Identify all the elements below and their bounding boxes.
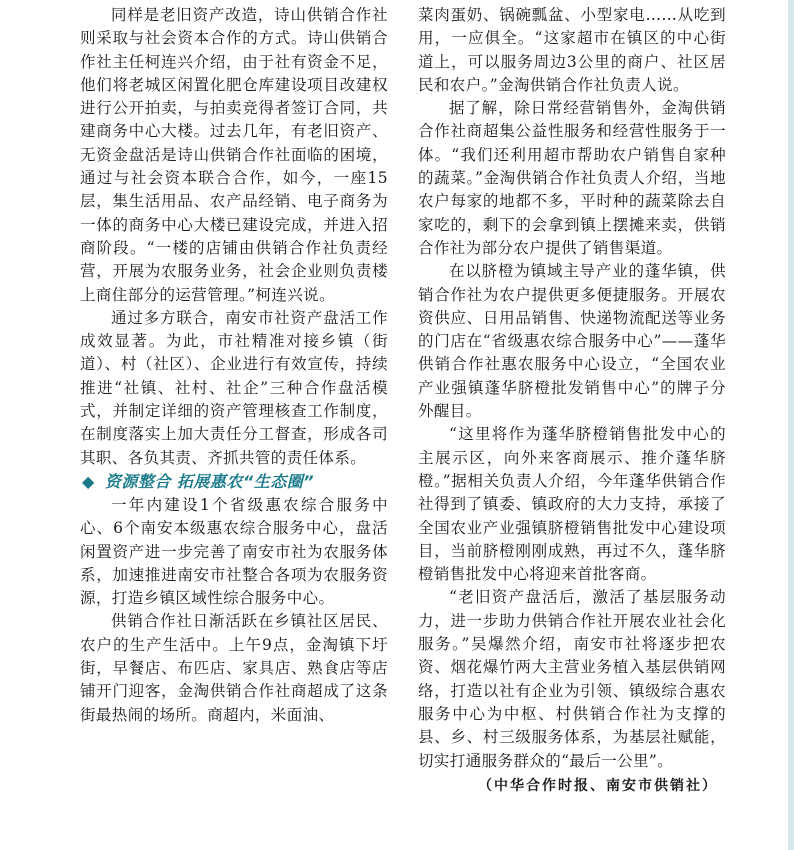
left-paragraph-3: 一年内建设1个省级惠农综合服务中心、6个南安本级惠农综合服务中心，盘活闲置资产进一步完善了南安市社为农服务体系，加速推进南安市社整合各项为农服务资源，打造乡镇区域性综合服务中心。 [80,495,388,608]
right-paragraph-5: “老旧资产盘活后，激活了基层服务动力，进一步助力供销合作社开展农业社会化服务。”吴爆然介绍，南安市社将逐步把农资、烟花爆竹两大主营业务植入基层供销网络，打造以社有企业为引领、镇级综合惠农服务中心为中枢、村供销合作社为支撑的县、乡、村三级服务体系，为基层社赋能，切实打通服务群众的“最后一公里”。 [418,588,726,770]
section-heading-text: 资源整合 拓展惠农“生态圈” [104,471,314,491]
article-source: （中华合作时报、南安市供销社） [478,777,718,794]
left-column [80,4,388,727]
section-heading [80,470,388,494]
left-paragraph-1: 同样是老旧资产改造，诗山供销合作社则采取与社会资本合作的方式。诗山供销合作社主任柯连兴介绍，由于社有资金不足，他们将老城区闲置化肥仓库建设项目改建权进行公开拍卖，与拍卖竞得者签订合同，共建商务中心大楼。过去几年，有老旧资产、无资金盘活是诗山供销合作社面临的困境，通过与社会资本联合合作，如今，一座15层，集生活用品、农产品经销、电子商务为一体的商务中心大楼已建设完成，并进入招商阶段。“一楼的店铺由供销合作社负责经营，开展为农服务业务，社会企业则负责楼上商住部分的运营管理。”柯连兴说。 [80,6,388,304]
right-paragraph-3: 在以脐橙为镇域主导产业的蓬华镇，供销合作社为农户提供更多便捷服务。开展农资供应、日用品销售、快递物流配送等业务的门店在“省级惠农综合服务中心”——蓬华供销合作社惠农服务中心设立，“全国农业产业强镇蓬华脐橙批发销售中心”的牌子分外醒目。 [418,262,726,421]
diamond-bullet-icon: ◆ [82,471,95,491]
right-paragraph-4: “这里将作为蓬华脐橙销售批发中心的主展示区，向外来客商展示、推介蓬华脐橙。”据相关负责人介绍，今年蓬华供销合作社得到了镇委、镇政府的大力支持，承接了全国农业产业强镇脐橙销售批发中心建设项目，当前脐橙刚刚成熟，再过不久，蓬华脐橙销售批发中心将迎来首批客商。 [418,425,726,584]
right-paragraph-1: 菜肉蛋奶、锅碗瓢盆、小型家电……从吃到用，一应俱全。“这家超市在镇区的中心街道上，可以服务周边3公里的商户、社区居民和农户。”金淘供销合作社负责人说。 [418,6,726,94]
left-paragraph-2: 通过多方联合，南安市社资产盘活工作成效显著。为此，市社精准对接乡镇（街道）、村（社区）、企业进行有效宣传，持续推进“社镇、社村、社企”三种合作盘活模式，并制定详细的资产管理核查工作制度，在制度落实上加大责任分工督查，形成各司其职、各负其责、齐抓共管的责任体系。 [80,308,388,467]
left-paragraph-4: 供销合作社日渐活跃在乡镇社区居民、农户的生产生活中。上午9点，金淘镇下圩街，早餐店、布匹店、家具店、熟食店等店铺开门迎客，金淘供销合作社商超成了这条街最热闹的场所。商超内，米面油、 [80,612,388,724]
right-column [418,4,726,798]
page-edge-decoration [788,0,794,850]
right-paragraph-2: 据了解，除日常经营销售外，金淘供销合作社商超集公益性服务和经营性服务于一体。“我们还利用超市帮助农户销售自家种的蔬菜。”金淘供销合作社负责人介绍，当地农户每家的地都不多，平时种的蔬菜除去自家吃的，剩下的会拿到镇上摆摊来卖，供销合作社为部分农户提供了销售渠道。 [418,99,726,257]
